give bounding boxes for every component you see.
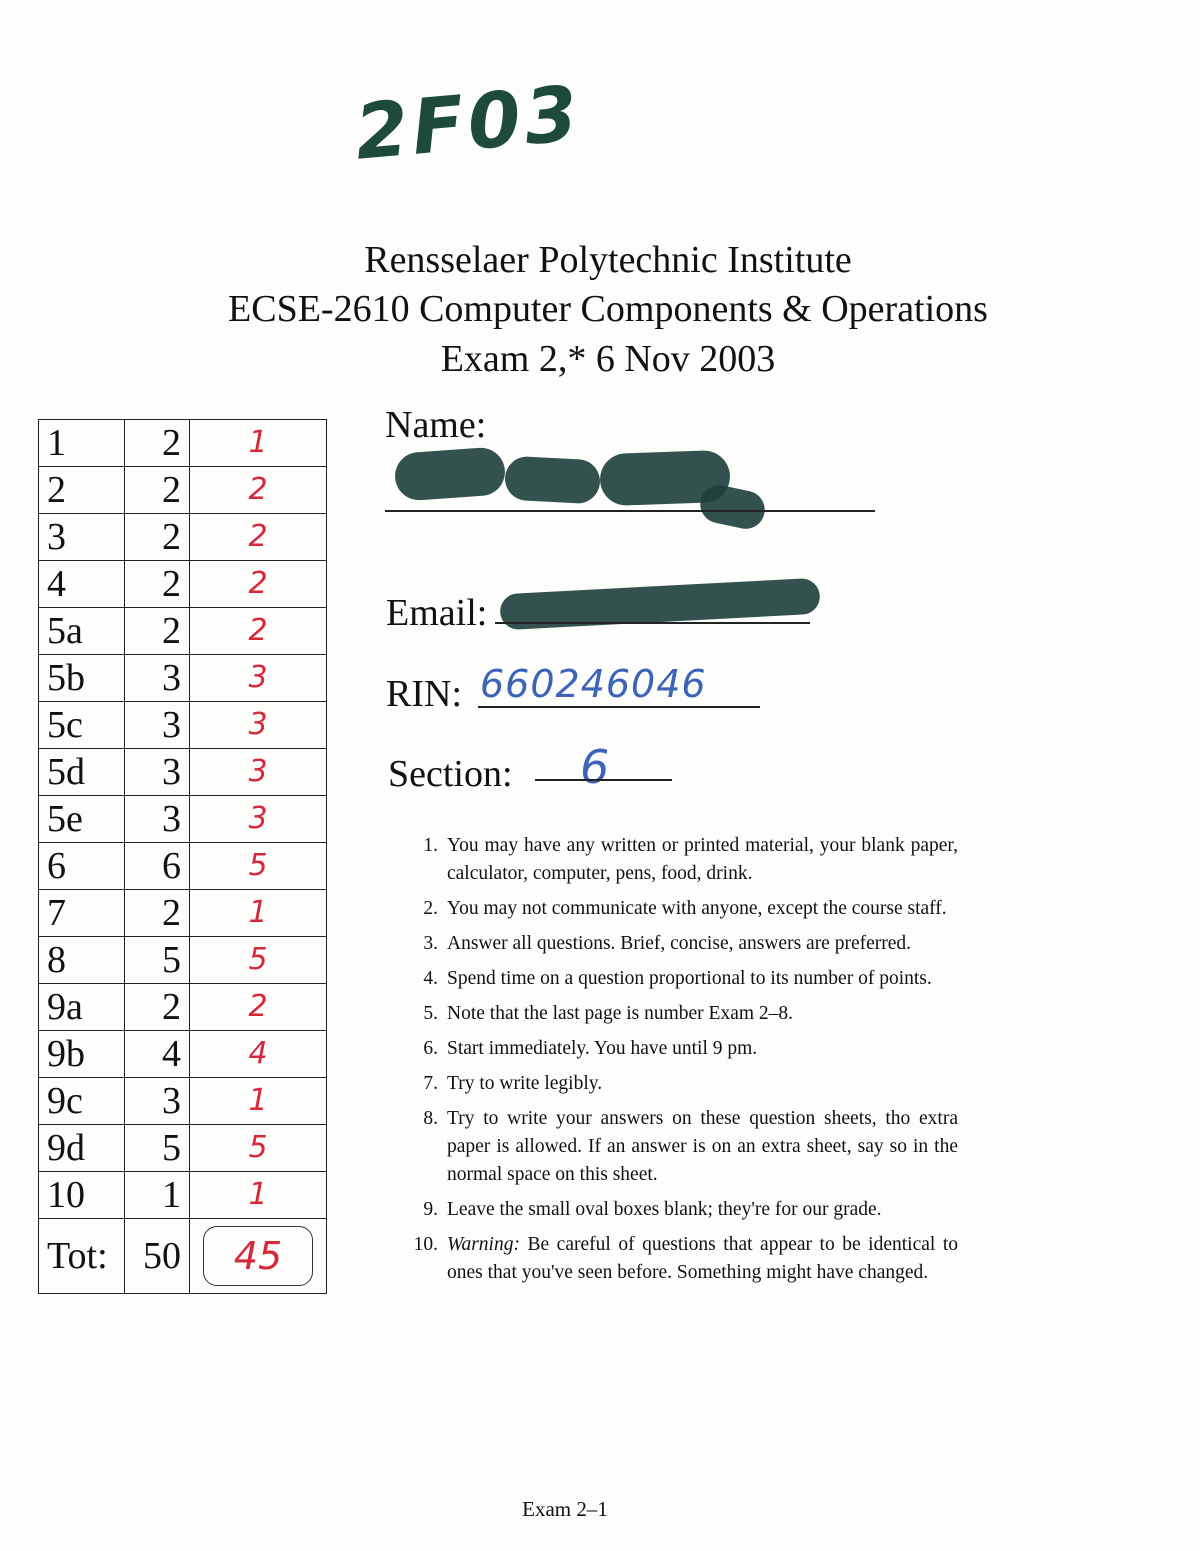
instruction-text: Answer all questions. Brief, concise, answers are preferred. [447,933,912,954]
question-number: 8 [39,937,125,984]
instruction-item [410,895,958,923]
question-number: 9b [39,1031,125,1078]
score-row [39,467,327,514]
total-row [39,1219,327,1294]
email-label: Email: [386,592,488,634]
instruction-number: 10. [413,1234,438,1255]
instruction-text: Try to write your answers on these question sheets, tho extra paper is allowed. If an answer is on an extra sheet, say so in the normal space on this sheet. [447,1108,958,1185]
score-row [39,514,327,561]
section-label: Section: [388,753,513,795]
email-underline [495,622,810,624]
instruction-number: 7. [423,1073,438,1094]
question-points: 2 [125,984,190,1031]
score-row [39,843,327,890]
question-grade: 1 [190,890,327,937]
score-row [39,1125,327,1172]
instruction-item [410,1231,958,1287]
question-number: 6 [39,843,125,890]
question-points: 3 [125,702,190,749]
question-points: 4 [125,1031,190,1078]
question-grade: 2 [190,514,327,561]
question-points: 3 [125,655,190,702]
question-grade: 1 [190,1078,327,1125]
instruction-text: Start immediately. You have until 9 pm. [447,1038,758,1059]
instruction-number: 8. [423,1108,438,1129]
instruction-text: Be careful of questions that appear to be identical to ones that you've seen before. Something might have changed. [447,1234,958,1283]
score-row [39,420,327,467]
question-points: 3 [125,796,190,843]
instructions-list [410,832,958,1294]
question-number: 9d [39,1125,125,1172]
score-row [39,984,327,1031]
score-row [39,608,327,655]
instruction-item [410,1035,958,1063]
question-number: 9a [39,984,125,1031]
question-number: 4 [39,561,125,608]
question-grade: 3 [190,749,327,796]
rin-value: 660246046 [480,662,707,706]
instruction-number: 4. [423,968,438,989]
score-row [39,937,327,984]
score-row [39,561,327,608]
instruction-item [410,965,958,993]
question-grade: 5 [190,937,327,984]
question-grade: 2 [190,608,327,655]
score-table [38,419,327,1294]
score-row [39,1172,327,1219]
exam-date-line: Exam 2,* 6 Nov 2003 [440,338,776,380]
question-points: 2 [125,890,190,937]
question-grade: 5 [190,843,327,890]
question-points: 1 [125,1172,190,1219]
question-grade: 1 [190,1172,327,1219]
question-points: 3 [125,749,190,796]
instruction-number: 5. [423,1003,438,1024]
total-points: 50 [125,1219,190,1294]
name-underline [385,510,875,512]
instruction-text: Spend time on a question proportional to its number of points. [447,968,932,989]
question-number: 5d [39,749,125,796]
instruction-number: 6. [423,1038,438,1059]
question-points: 3 [125,1078,190,1125]
rin-label: RIN: [386,673,462,715]
instruction-text: Leave the small oval boxes blank; they're for our grade. [447,1199,882,1220]
instruction-text: Note that the last page is number Exam 2–8. [447,1003,794,1024]
score-row [39,890,327,937]
instruction-text: You may have any written or printed material, your blank paper, calculator, computer, pens, food, drink. [447,835,958,884]
question-grade: 3 [190,702,327,749]
total-label: Tot: [39,1219,125,1294]
score-row [39,655,327,702]
score-row [39,702,327,749]
score-row [39,1031,327,1078]
question-grade: 2 [190,561,327,608]
question-number: 2 [39,467,125,514]
question-number: 1 [39,420,125,467]
question-number: 10 [39,1172,125,1219]
section-underline [535,779,672,781]
question-points: 2 [125,420,190,467]
question-number: 5c [39,702,125,749]
question-grade: 2 [190,984,327,1031]
question-number: 5a [39,608,125,655]
question-number: 9c [39,1078,125,1125]
question-grade: 4 [190,1031,327,1078]
question-points: 5 [125,937,190,984]
course-title: ECSE-2610 Computer Components & Operations [228,288,988,330]
rin-underline [478,706,760,708]
question-number: 5e [39,796,125,843]
score-row [39,796,327,843]
question-grade: 3 [190,655,327,702]
question-points: 2 [125,608,190,655]
question-grade: 3 [190,796,327,843]
question-points: 2 [125,561,190,608]
page-footer: Exam 2–1 [522,1497,608,1521]
instruction-item [410,1070,958,1098]
section-value: 6 [580,740,610,794]
instruction-text: You may not communicate with anyone, except the course staff. [447,898,947,919]
instruction-number: 9. [423,1199,438,1220]
name-label: Name: [385,404,487,446]
instruction-item [410,1000,958,1028]
instruction-number: 1. [423,835,438,856]
question-points: 2 [125,514,190,561]
instruction-item [410,930,958,958]
question-number: 5b [39,655,125,702]
instruction-item [410,1105,958,1189]
instruction-number: 2. [423,898,438,919]
question-points: 2 [125,467,190,514]
instruction-item [410,832,958,888]
handwritten-exam-code: 2F03 [351,68,586,177]
instruction-item [410,1196,958,1224]
total-grade-oval: 45 [203,1226,313,1286]
score-row [39,1078,327,1125]
question-grade: 2 [190,467,327,514]
score-row [39,749,327,796]
question-grade: 5 [190,1125,327,1172]
total-grade-cell [190,1219,327,1294]
instruction-text: Try to write legibly. [447,1073,603,1094]
instruction-emphasis: Warning: [447,1234,520,1255]
question-points: 5 [125,1125,190,1172]
question-grade: 1 [190,420,327,467]
question-points: 6 [125,843,190,890]
question-number: 3 [39,514,125,561]
question-number: 7 [39,890,125,937]
instruction-number: 3. [423,933,438,954]
institution-name: Rensselaer Polytechnic Institute [364,239,852,281]
